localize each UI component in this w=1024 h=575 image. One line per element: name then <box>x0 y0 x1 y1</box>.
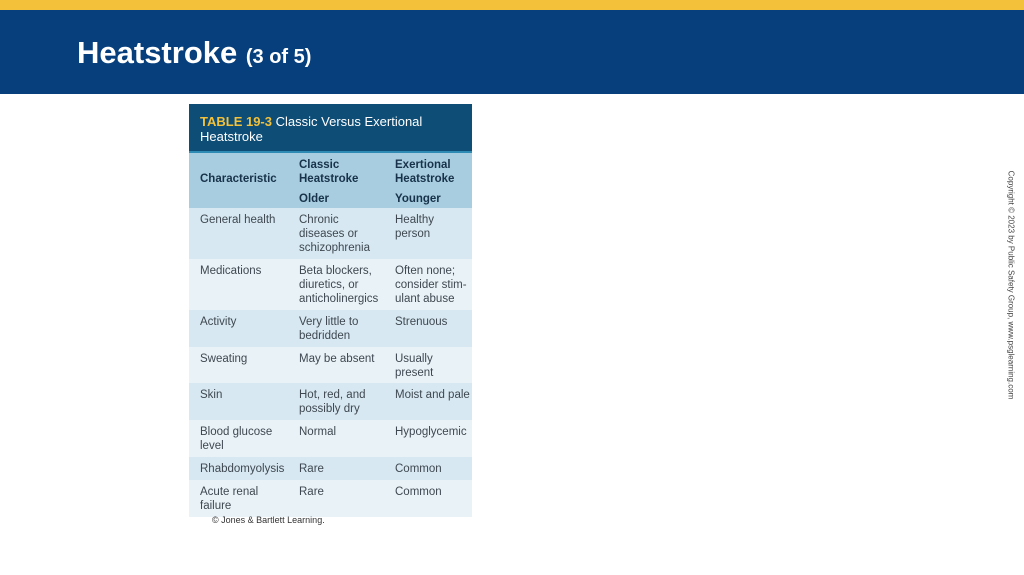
accent-stripe <box>0 0 1024 10</box>
cell-characteristic: Medications <box>189 259 288 310</box>
cell-exertional: Often none; consider stim-ulant abuse <box>384 259 472 310</box>
cell-classic: Normal <box>288 420 384 457</box>
cell-characteristic: Rhabdomyolysis <box>189 457 288 480</box>
table-title <box>189 104 472 153</box>
cell-characteristic: General health <box>189 208 288 259</box>
cell-exertional: Usually present <box>384 347 472 383</box>
cell-exertional: Moist and pale <box>384 383 472 420</box>
cell-exertional: Strenuous <box>384 310 472 347</box>
copyright-notice <box>1001 160 1021 410</box>
cell-classic: Hot, red, and possibly dry <box>288 383 384 420</box>
cell-classic: Rare <box>288 457 384 480</box>
subheader-blank <box>189 189 288 208</box>
header-characteristic: Characteristic <box>189 153 288 189</box>
cell-exertional: Hypoglycemic <box>384 420 472 457</box>
table-title-line2: Heatstroke <box>200 129 263 144</box>
image-credit: © Jones & Bartlett Learning. <box>212 515 325 525</box>
slide-title-text: Heatstroke <box>77 35 238 70</box>
table-figure <box>189 104 472 517</box>
slide-title <box>77 33 311 77</box>
cell-characteristic: Acute renal failure <box>189 480 288 517</box>
cell-classic: Chronic diseases or schizophrenia <box>288 208 384 259</box>
cell-exertional: Common <box>384 457 472 480</box>
cell-characteristic: Skin <box>189 383 288 420</box>
cell-exertional: Common <box>384 480 472 517</box>
cell-classic: Beta blockers, diuretics, or anticholinergics <box>288 259 384 310</box>
subheader-exertional: Younger <box>384 189 472 208</box>
cell-classic: May be absent <box>288 347 384 383</box>
cell-classic: Very little to bedridden <box>288 310 384 347</box>
copyright-text: Copyright © 2023 by Public Safety Group, www.psglearning.com <box>1006 170 1016 400</box>
header-exertional: Exertional Heatstroke <box>384 153 472 189</box>
cell-characteristic: Sweating <box>189 347 288 383</box>
cell-characteristic: Activity <box>189 310 288 347</box>
cell-exertional: Healthy person <box>384 208 472 259</box>
cell-characteristic: Blood glucose level <box>189 420 288 457</box>
table-title-line1: Classic Versus Exertional <box>275 114 423 129</box>
table-label: TABLE 19-3 <box>200 114 272 129</box>
subheader-classic: Older <box>288 189 384 208</box>
header-classic: Classic Heatstroke <box>288 153 384 189</box>
slide-title-suffix: (3 of 5) <box>245 46 312 68</box>
comparison-table <box>189 153 472 517</box>
cell-classic: Rare <box>288 480 384 517</box>
